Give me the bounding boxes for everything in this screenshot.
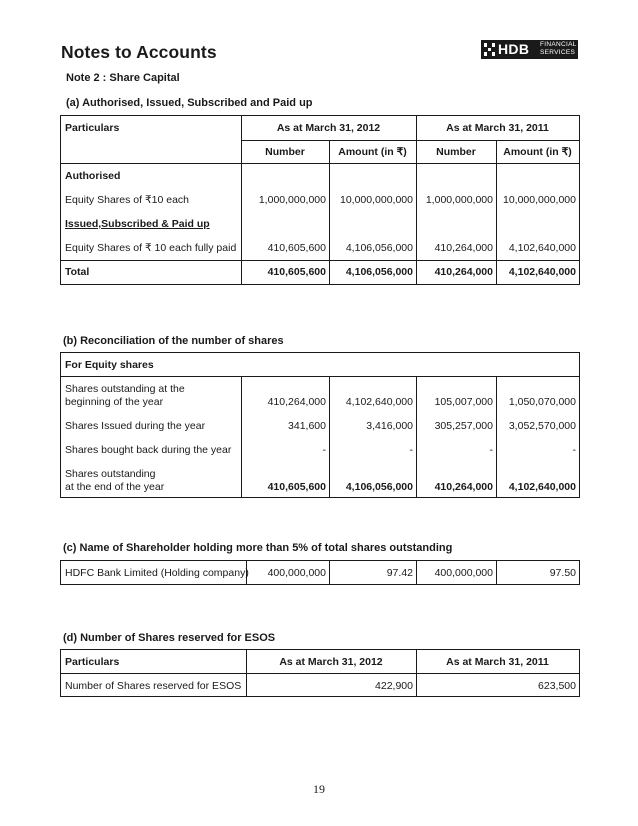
table-a-rule bbox=[61, 163, 579, 164]
cell-value: 410,264,000 bbox=[434, 481, 493, 493]
table-b-divider bbox=[241, 376, 242, 497]
note-heading: Note 2 : Share Capital bbox=[66, 72, 180, 84]
table-a-rule bbox=[61, 260, 579, 261]
row-label: Number of Shares reserved for ESOS bbox=[65, 680, 242, 692]
section-d-heading: (d) Number of Shares reserved for ESOS bbox=[63, 632, 276, 644]
cell-value: 410,605,600 bbox=[267, 266, 326, 278]
cell-value: 1,000,000,000 bbox=[258, 194, 326, 206]
col-2012: As at March 31, 2012 bbox=[279, 656, 383, 668]
section-c-heading: (c) Name of Shareholder holding more than 5% of total shares outstanding bbox=[63, 542, 453, 554]
cell-value: 1,000,000,000 bbox=[425, 194, 493, 206]
cell-value: 3,052,570,000 bbox=[508, 420, 576, 432]
cell-value: 4,106,056,000 bbox=[345, 481, 413, 493]
cell-value: 4,102,640,000 bbox=[345, 396, 413, 408]
table-a-divider bbox=[496, 140, 497, 284]
row-label: Shares outstanding bbox=[65, 468, 156, 480]
section-b-heading: (b) Reconciliation of the number of shares bbox=[63, 335, 284, 347]
cell-value: 10,000,000,000 bbox=[503, 194, 576, 206]
table-b-divider bbox=[416, 376, 417, 497]
cell-value: 1,050,070,000 bbox=[508, 396, 576, 408]
cell-value: - bbox=[409, 444, 413, 456]
section-c-table bbox=[60, 560, 580, 585]
page-number: 19 bbox=[313, 782, 325, 796]
table-a-divider bbox=[329, 140, 330, 284]
cell-value: 400,000,000 bbox=[267, 567, 326, 579]
section-a-heading: (a) Authorised, Issued, Subscribed and Paid up bbox=[66, 97, 313, 109]
cell-value: - bbox=[572, 444, 576, 456]
row-label: Equity Shares of ₹ 10 each fully paid bbox=[65, 242, 237, 254]
cell-value: 10,000,000,000 bbox=[340, 194, 413, 206]
cell-value: 410,605,600 bbox=[267, 242, 326, 254]
shareholder-name: HDFC Bank Limited (Holding company) bbox=[65, 567, 249, 579]
total-label: Total bbox=[65, 266, 90, 278]
group-label: For Equity shares bbox=[65, 359, 154, 371]
col-particulars: Particulars bbox=[65, 122, 120, 134]
row-label: Equity Shares of ₹10 each bbox=[65, 194, 190, 206]
issued-label: Issued,Subscribed & Paid up bbox=[65, 218, 210, 230]
logo-text: HDB bbox=[498, 41, 530, 57]
section-a-table bbox=[60, 115, 580, 285]
col-2011: As at March 31, 2011 bbox=[446, 122, 549, 134]
row-label: beginning of the year bbox=[65, 396, 164, 408]
authorised-label: Authorised bbox=[65, 170, 121, 182]
row-label: at the end of the year bbox=[65, 481, 165, 493]
cell-value: 400,000,000 bbox=[434, 567, 493, 579]
cell-value: 305,257,000 bbox=[434, 420, 493, 432]
table-a-rule bbox=[241, 140, 579, 141]
col-2011: As at March 31, 2011 bbox=[446, 656, 549, 668]
row-label: Shares outstanding at the bbox=[65, 383, 185, 395]
col-2012: As at March 31, 2012 bbox=[276, 122, 381, 134]
cell-value: 341,600 bbox=[288, 420, 326, 432]
sub-amount-2012: Amount (in ₹) bbox=[338, 146, 407, 158]
cell-value: 623,500 bbox=[538, 680, 576, 692]
page-title: Notes to Accounts bbox=[61, 42, 217, 62]
cell-value: 422,900 bbox=[375, 680, 413, 692]
cell-value: 4,106,056,000 bbox=[345, 242, 413, 254]
col-particulars: Particulars bbox=[65, 656, 120, 668]
cell-value: 105,007,000 bbox=[434, 396, 493, 408]
sub-number-2011: Number bbox=[436, 146, 476, 158]
logo-subtext: FINANCIAL SERVICES bbox=[540, 41, 577, 56]
cell-value: - bbox=[489, 444, 493, 456]
cell-value: 4,106,056,000 bbox=[345, 266, 413, 278]
sub-number-2012: Number bbox=[265, 146, 305, 158]
cell-value: 3,416,000 bbox=[366, 420, 413, 432]
hdb-logo bbox=[481, 40, 578, 59]
cell-value: 410,605,600 bbox=[267, 481, 326, 493]
section-b-table bbox=[60, 352, 580, 498]
logo-mark-icon bbox=[484, 43, 495, 56]
cell-value: 410,264,000 bbox=[434, 242, 493, 254]
table-b-divider bbox=[496, 376, 497, 497]
row-label: Shares bought back during the year bbox=[65, 444, 232, 456]
cell-value: 97.42 bbox=[386, 567, 413, 579]
cell-value: 410,264,000 bbox=[434, 266, 493, 278]
cell-value: 4,102,640,000 bbox=[508, 242, 576, 254]
cell-value: 97.50 bbox=[549, 567, 576, 579]
table-b-rule bbox=[61, 376, 579, 377]
cell-value: 410,264,000 bbox=[267, 396, 326, 408]
section-d-table bbox=[60, 649, 580, 697]
cell-value: 4,102,640,000 bbox=[508, 266, 576, 278]
row-label: Shares Issued during the year bbox=[65, 420, 206, 432]
sub-amount-2011: Amount (in ₹) bbox=[503, 146, 572, 158]
cell-value: - bbox=[322, 444, 326, 456]
cell-value: 4,102,640,000 bbox=[508, 481, 576, 493]
table-d-rule bbox=[61, 673, 579, 674]
table-b-divider bbox=[329, 376, 330, 497]
